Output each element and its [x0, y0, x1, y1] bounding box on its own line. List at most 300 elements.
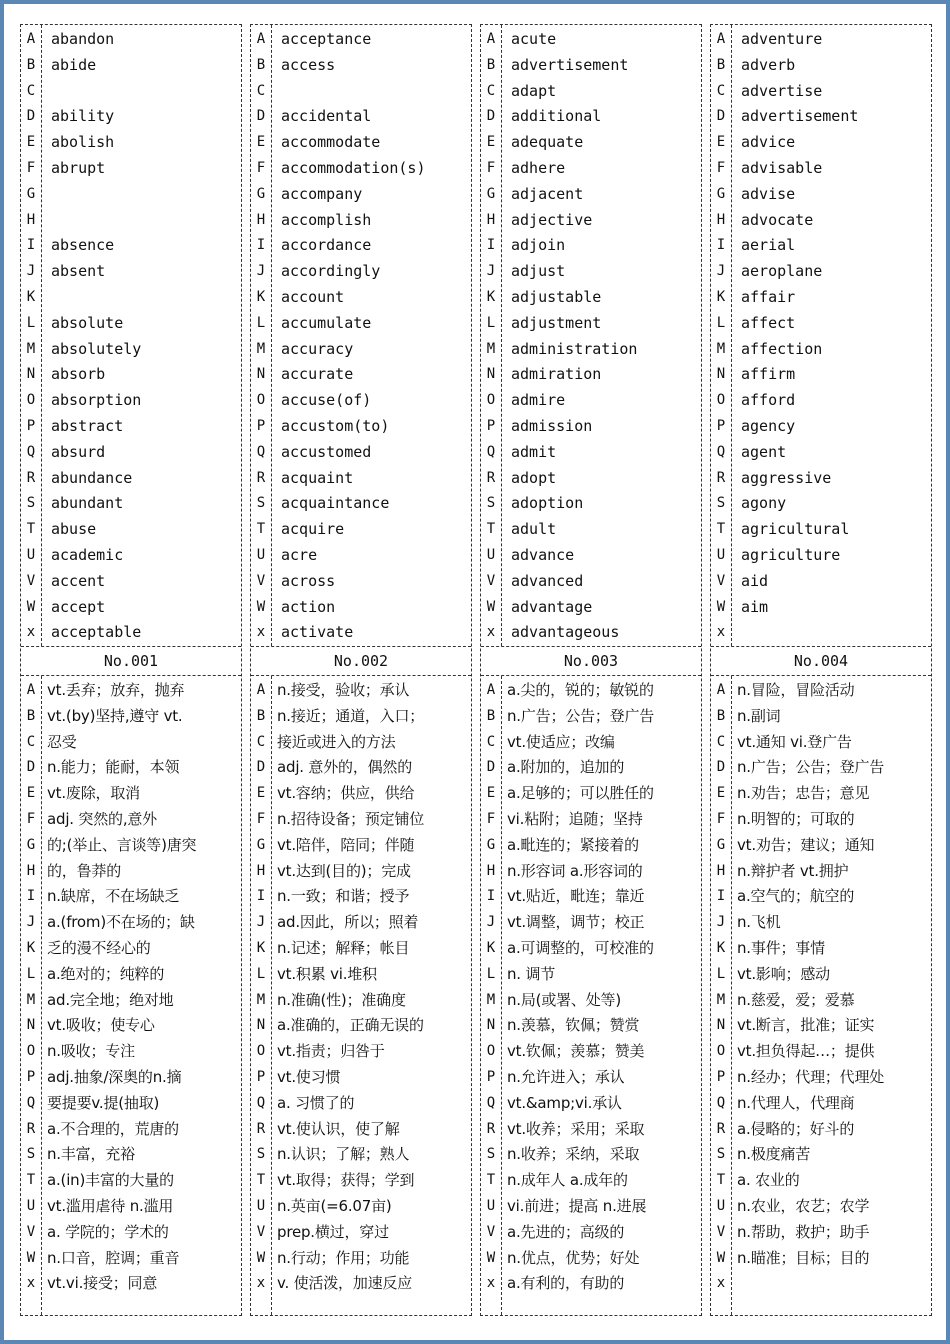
- row-letter: G: [256, 836, 266, 853]
- row-letter: I: [716, 888, 726, 905]
- definition-row: [711, 859, 931, 885]
- row-letter: O: [486, 392, 496, 409]
- row-letter: S: [716, 495, 726, 512]
- definition-row: [251, 833, 471, 859]
- row-letter: B: [26, 707, 36, 724]
- row-letter: D: [256, 108, 266, 125]
- word-row: [711, 620, 931, 646]
- definition-text: n.行动；作用；功能: [277, 1248, 410, 1267]
- row-letter: J: [486, 914, 496, 931]
- definition-row: [481, 1168, 701, 1194]
- word-row: [251, 362, 471, 388]
- row-letter: K: [486, 940, 496, 956]
- row-letter: M: [26, 340, 36, 357]
- row-letter: W: [716, 1249, 726, 1266]
- definition-row: [251, 1220, 471, 1246]
- row-letter: O: [256, 1043, 266, 1060]
- row-letter: F: [26, 160, 36, 176]
- word-row: [21, 259, 241, 285]
- word-text: academic: [51, 546, 124, 564]
- definition-text: 乏的漫不经心的: [47, 939, 151, 957]
- word-text: admission: [511, 417, 593, 435]
- row-letter: P: [716, 1069, 726, 1085]
- word-text: adverb: [741, 55, 796, 74]
- definition-text: n.准确(性)；准确度: [277, 990, 406, 1009]
- word-row: [21, 620, 241, 646]
- definition-text: n.接近；通道，入口；: [277, 706, 425, 725]
- word-row: [481, 311, 701, 337]
- word-row: [481, 491, 701, 517]
- word-text: affair: [741, 288, 796, 306]
- row-letter: P: [26, 418, 36, 434]
- definition-row: [21, 1039, 241, 1065]
- row-letter: T: [26, 521, 36, 538]
- word-row: [481, 156, 701, 182]
- definition-row: [481, 807, 701, 833]
- definition-row: [711, 936, 931, 962]
- word-row: [481, 388, 701, 414]
- definition-row: [481, 678, 701, 704]
- definition-text: n.丰富，充裕: [47, 1145, 135, 1164]
- word-row: [481, 208, 701, 234]
- row-letter: C: [26, 733, 36, 750]
- definition-row: [251, 936, 471, 962]
- definition-row: [711, 1220, 931, 1246]
- definition-row: [711, 988, 931, 1014]
- row-letter: F: [256, 811, 266, 827]
- definition-text: a.附加的，追加的: [507, 758, 625, 777]
- definition-text: vt.丢弃；放弃，抛弃: [47, 681, 185, 699]
- word-text: advance: [511, 546, 575, 564]
- definition-text: a.(from)不在场的；缺: [47, 913, 195, 932]
- word-row: [711, 156, 931, 182]
- row-letter: V: [256, 1223, 266, 1240]
- word-row: [711, 285, 931, 311]
- row-letter: C: [256, 82, 266, 99]
- row-letter: G: [26, 185, 36, 202]
- definition-row: [251, 1246, 471, 1272]
- row-letter: I: [26, 888, 36, 905]
- row-letter: T: [256, 1172, 266, 1189]
- word-text: abundant: [51, 494, 124, 513]
- definition-text: vt.使适应；改编: [507, 732, 615, 751]
- definition-text: n.广告；公告；登广告: [737, 758, 885, 777]
- word-text: acre: [281, 546, 318, 564]
- word-row: [481, 414, 701, 440]
- word-row: [251, 182, 471, 208]
- definition-text: n.冒险，冒险活动: [737, 681, 855, 699]
- row-letter: K: [716, 940, 726, 956]
- word-text: afford: [741, 391, 796, 410]
- word-row: [251, 466, 471, 492]
- word-row: [711, 79, 931, 105]
- word-text: advocate: [741, 210, 814, 229]
- word-text: absorption: [51, 391, 142, 410]
- definition-row: [481, 988, 701, 1014]
- definition-text: n.经办；代理；代理处: [737, 1068, 885, 1086]
- definition-row: [711, 730, 931, 756]
- word-row: [21, 130, 241, 156]
- row-letter: x: [486, 624, 496, 641]
- word-row: [251, 79, 471, 105]
- definition-row: [21, 730, 241, 756]
- definition-row: [711, 807, 931, 833]
- row-letter: L: [26, 965, 36, 982]
- definition-row: [251, 1013, 471, 1039]
- definition-text: vt.达到(目的)；完成: [277, 861, 411, 880]
- definition-text: 的，鲁莽的: [47, 861, 122, 880]
- row-letter: K: [256, 289, 266, 305]
- row-letter: H: [26, 211, 36, 228]
- row-letter: A: [486, 682, 496, 698]
- word-text: accustom(to): [281, 417, 390, 435]
- definition-row: [21, 1194, 241, 1220]
- definition-text: n.英亩(=6.07亩): [277, 1197, 392, 1215]
- definition-row: [21, 1091, 241, 1117]
- word-row: [711, 182, 931, 208]
- definition-row: [481, 962, 701, 988]
- definition-row: [481, 884, 701, 910]
- row-letter: W: [716, 598, 726, 615]
- vocab-card-2: [250, 24, 472, 1316]
- row-letter: H: [256, 862, 266, 879]
- word-text: aim: [741, 597, 769, 616]
- word-row: [251, 311, 471, 337]
- row-letter: I: [486, 888, 496, 905]
- word-row: [711, 104, 931, 130]
- row-letter: U: [26, 547, 36, 563]
- word-text: abandon: [51, 30, 115, 48]
- row-letter: K: [486, 289, 496, 305]
- word-row: [711, 543, 931, 569]
- word-row: [21, 466, 241, 492]
- row-letter: E: [486, 785, 496, 802]
- row-letter: G: [256, 185, 266, 202]
- definition-text: n.记述；解释；帐目: [277, 939, 410, 957]
- row-letter: K: [716, 289, 726, 305]
- row-letter: R: [256, 1120, 266, 1137]
- word-text: additional: [511, 107, 602, 126]
- definition-row: [21, 910, 241, 936]
- definition-row: [21, 1220, 241, 1246]
- word-text: absent: [51, 262, 106, 281]
- row-letter: P: [486, 1069, 496, 1085]
- definition-row: [251, 988, 471, 1014]
- row-letter: E: [716, 785, 726, 802]
- definition-row: [711, 833, 931, 859]
- row-letter: U: [716, 1198, 726, 1214]
- word-row: [481, 104, 701, 130]
- word-row: [21, 569, 241, 595]
- word-row: [251, 104, 471, 130]
- word-row: [21, 440, 241, 466]
- definition-row: [251, 1194, 471, 1220]
- definition-text: vt.断言，批准；证实: [737, 1016, 875, 1035]
- word-row: [251, 491, 471, 517]
- definition-text: 要提要v.提(抽取): [47, 1093, 160, 1112]
- row-letter: C: [26, 82, 36, 99]
- row-letter: x: [486, 1275, 496, 1292]
- row-letter: D: [26, 108, 36, 125]
- word-text: accurate: [281, 365, 354, 384]
- row-letter: S: [256, 1146, 266, 1163]
- word-row: [481, 440, 701, 466]
- definition-row: [21, 1013, 241, 1039]
- definition-text: a. 习惯了的: [277, 1093, 355, 1112]
- row-letter: S: [486, 1146, 496, 1163]
- definition-text: vt.滥用虐待 n.滥用: [47, 1197, 174, 1215]
- word-row: [481, 27, 701, 53]
- row-letter: R: [26, 1120, 36, 1137]
- word-row: [21, 543, 241, 569]
- row-letter: L: [256, 314, 266, 331]
- word-text: acquaint: [281, 468, 354, 487]
- word-row: [251, 259, 471, 285]
- word-text: adjustment: [511, 313, 602, 332]
- definition-row: [21, 833, 241, 859]
- word-text: absorb: [51, 365, 106, 384]
- word-row: [711, 388, 931, 414]
- definition-row: [711, 755, 931, 781]
- vocab-card-4: [710, 24, 932, 1316]
- row-letter: S: [716, 1146, 726, 1163]
- word-text: agent: [741, 442, 787, 461]
- word-text: adhere: [511, 159, 566, 177]
- word-list: [481, 25, 701, 646]
- word-text: agency: [741, 417, 796, 435]
- row-letter: V: [256, 572, 266, 589]
- row-letter: H: [26, 862, 36, 879]
- word-text: absurd: [51, 442, 106, 461]
- word-text: adventure: [741, 30, 823, 48]
- definition-row: [711, 962, 931, 988]
- definition-text: n.认识；了解；熟人: [277, 1145, 410, 1164]
- word-text: accent: [51, 571, 106, 590]
- word-row: [711, 517, 931, 543]
- row-letter: P: [256, 1069, 266, 1085]
- word-text: accept: [51, 597, 106, 616]
- definition-text: vt.收养；采用；采取: [507, 1119, 645, 1138]
- row-letter: L: [486, 314, 496, 331]
- row-letter: V: [486, 1223, 496, 1240]
- definition-text: vi.前进；提高 n.进展: [507, 1197, 647, 1215]
- word-text: aggressive: [741, 468, 832, 487]
- row-letter: T: [256, 521, 266, 538]
- word-text: abuse: [51, 520, 97, 539]
- row-letter: D: [716, 108, 726, 125]
- word-text: accommodate: [281, 133, 381, 152]
- row-letter: D: [486, 108, 496, 125]
- row-letter: J: [26, 263, 36, 280]
- word-text: absolutely: [51, 339, 142, 358]
- row-letter: F: [486, 811, 496, 827]
- definition-row: [481, 730, 701, 756]
- card-number: No.003: [481, 646, 701, 676]
- word-text: accordingly: [281, 262, 381, 281]
- definition-row: [481, 1220, 701, 1246]
- definition-row: [711, 1168, 931, 1194]
- word-row: [21, 233, 241, 259]
- definition-text: n.飞机: [737, 913, 781, 932]
- definition-row: [711, 1013, 931, 1039]
- definition-text: n.辩护者 vt.拥护: [737, 861, 849, 880]
- row-letter: H: [716, 862, 726, 879]
- definition-text: n.接受，验收；承认: [277, 681, 410, 699]
- word-text: adequate: [511, 133, 584, 152]
- row-letter: F: [256, 160, 266, 176]
- row-letter: E: [256, 785, 266, 802]
- row-letter: T: [716, 521, 726, 538]
- row-letter: U: [26, 1198, 36, 1214]
- definition-row: [711, 704, 931, 730]
- definition-row: [481, 1039, 701, 1065]
- row-letter: P: [716, 418, 726, 434]
- word-row: [21, 156, 241, 182]
- row-letter: P: [486, 418, 496, 434]
- definition-text: n.招待设备；预定铺位: [277, 810, 425, 828]
- row-letter: E: [26, 134, 36, 151]
- row-letter: C: [716, 733, 726, 750]
- definition-text: a.毗连的；紧接着的: [507, 835, 639, 854]
- definition-text: vt.废除，取消: [47, 784, 140, 803]
- definition-list: [711, 676, 931, 1315]
- definition-text: vt.影响；感动: [737, 964, 830, 983]
- definition-text: a. 学院的；学术的: [47, 1222, 169, 1241]
- word-text: acceptable: [51, 623, 142, 642]
- word-row: [711, 259, 931, 285]
- definition-row: [711, 1271, 931, 1297]
- row-letter: K: [26, 940, 36, 956]
- word-row: [481, 466, 701, 492]
- word-row: [481, 543, 701, 569]
- definition-list: [21, 676, 241, 1315]
- word-row: [711, 491, 931, 517]
- definition-text: n.副词: [737, 706, 781, 725]
- word-row: [21, 414, 241, 440]
- word-text: adjustable: [511, 288, 602, 306]
- word-row: [251, 620, 471, 646]
- definition-text: adj.抽象/深奥的n.摘: [47, 1068, 182, 1086]
- row-letter: P: [26, 1069, 36, 1085]
- definition-row: [251, 1091, 471, 1117]
- word-row: [21, 595, 241, 621]
- row-letter: B: [486, 56, 496, 73]
- definition-row: [251, 755, 471, 781]
- card-number: No.001: [21, 646, 241, 676]
- word-row: [251, 595, 471, 621]
- word-text: action: [281, 597, 336, 616]
- row-letter: T: [716, 1172, 726, 1189]
- word-row: [711, 311, 931, 337]
- row-letter: I: [26, 237, 36, 254]
- word-row: [711, 362, 931, 388]
- word-row: [21, 517, 241, 543]
- row-letter: U: [256, 1198, 266, 1214]
- row-letter: V: [26, 572, 36, 589]
- row-letter: T: [486, 521, 496, 538]
- word-text: accommodation(s): [281, 159, 426, 177]
- row-letter: I: [716, 237, 726, 254]
- word-row: [251, 27, 471, 53]
- row-letter: W: [486, 598, 496, 615]
- definition-text: n.一致；和谐；授予: [277, 887, 410, 906]
- definition-row: [481, 910, 701, 936]
- definition-text: n.优点，优势；好处: [507, 1248, 640, 1267]
- row-letter: P: [256, 418, 266, 434]
- definition-row: [481, 833, 701, 859]
- word-text: advice: [741, 133, 796, 152]
- row-letter: x: [26, 1275, 36, 1292]
- definition-text: n. 调节: [507, 964, 556, 983]
- definition-text: n.代理人，代理商: [737, 1093, 855, 1112]
- definition-row: [21, 962, 241, 988]
- definition-text: a. 农业的: [737, 1171, 800, 1190]
- word-row: [21, 208, 241, 234]
- row-letter: S: [26, 1146, 36, 1163]
- word-row: [481, 285, 701, 311]
- word-text: adopt: [511, 468, 557, 487]
- definition-text: n.口音，腔调；重音: [47, 1248, 180, 1267]
- word-text: acute: [511, 30, 557, 48]
- row-letter: x: [716, 624, 726, 641]
- row-letter: I: [486, 237, 496, 254]
- definition-row: [251, 807, 471, 833]
- word-text: admit: [511, 442, 557, 461]
- word-row: [251, 388, 471, 414]
- word-row: [251, 569, 471, 595]
- row-letter: H: [256, 211, 266, 228]
- word-row: [251, 130, 471, 156]
- definition-text: n.吸收；专注: [47, 1042, 135, 1061]
- row-letter: W: [486, 1249, 496, 1266]
- definition-text: vt.&amp;vi.承认: [507, 1093, 622, 1112]
- definition-text: n.广告；公告；登广告: [507, 706, 655, 725]
- word-row: [251, 440, 471, 466]
- word-row: [481, 362, 701, 388]
- definition-row: [251, 1271, 471, 1297]
- row-letter: N: [486, 366, 496, 383]
- row-letter: O: [716, 392, 726, 409]
- word-row: [481, 53, 701, 79]
- row-letter: x: [256, 1275, 266, 1292]
- row-letter: O: [716, 1043, 726, 1060]
- definition-row: [21, 1271, 241, 1297]
- definition-row: [251, 1142, 471, 1168]
- word-list: [711, 25, 931, 646]
- definition-row: [481, 859, 701, 885]
- word-text: absolute: [51, 313, 124, 332]
- definition-row: [711, 1065, 931, 1091]
- definition-text: vt.劝告；建议；通知: [737, 835, 875, 854]
- word-text: accomplish: [281, 210, 372, 229]
- word-row: [21, 285, 241, 311]
- definition-row: [481, 755, 701, 781]
- word-text: abrupt: [51, 159, 106, 177]
- word-row: [21, 337, 241, 363]
- definition-row: [251, 1039, 471, 1065]
- definition-row: [481, 1194, 701, 1220]
- row-letter: E: [716, 134, 726, 151]
- row-letter: B: [26, 56, 36, 73]
- row-letter: G: [26, 836, 36, 853]
- word-row: [21, 311, 241, 337]
- word-row: [481, 517, 701, 543]
- row-letter: Q: [26, 1094, 36, 1111]
- row-letter: J: [256, 263, 266, 280]
- row-letter: C: [486, 82, 496, 99]
- definition-row: [711, 884, 931, 910]
- definition-row: [251, 730, 471, 756]
